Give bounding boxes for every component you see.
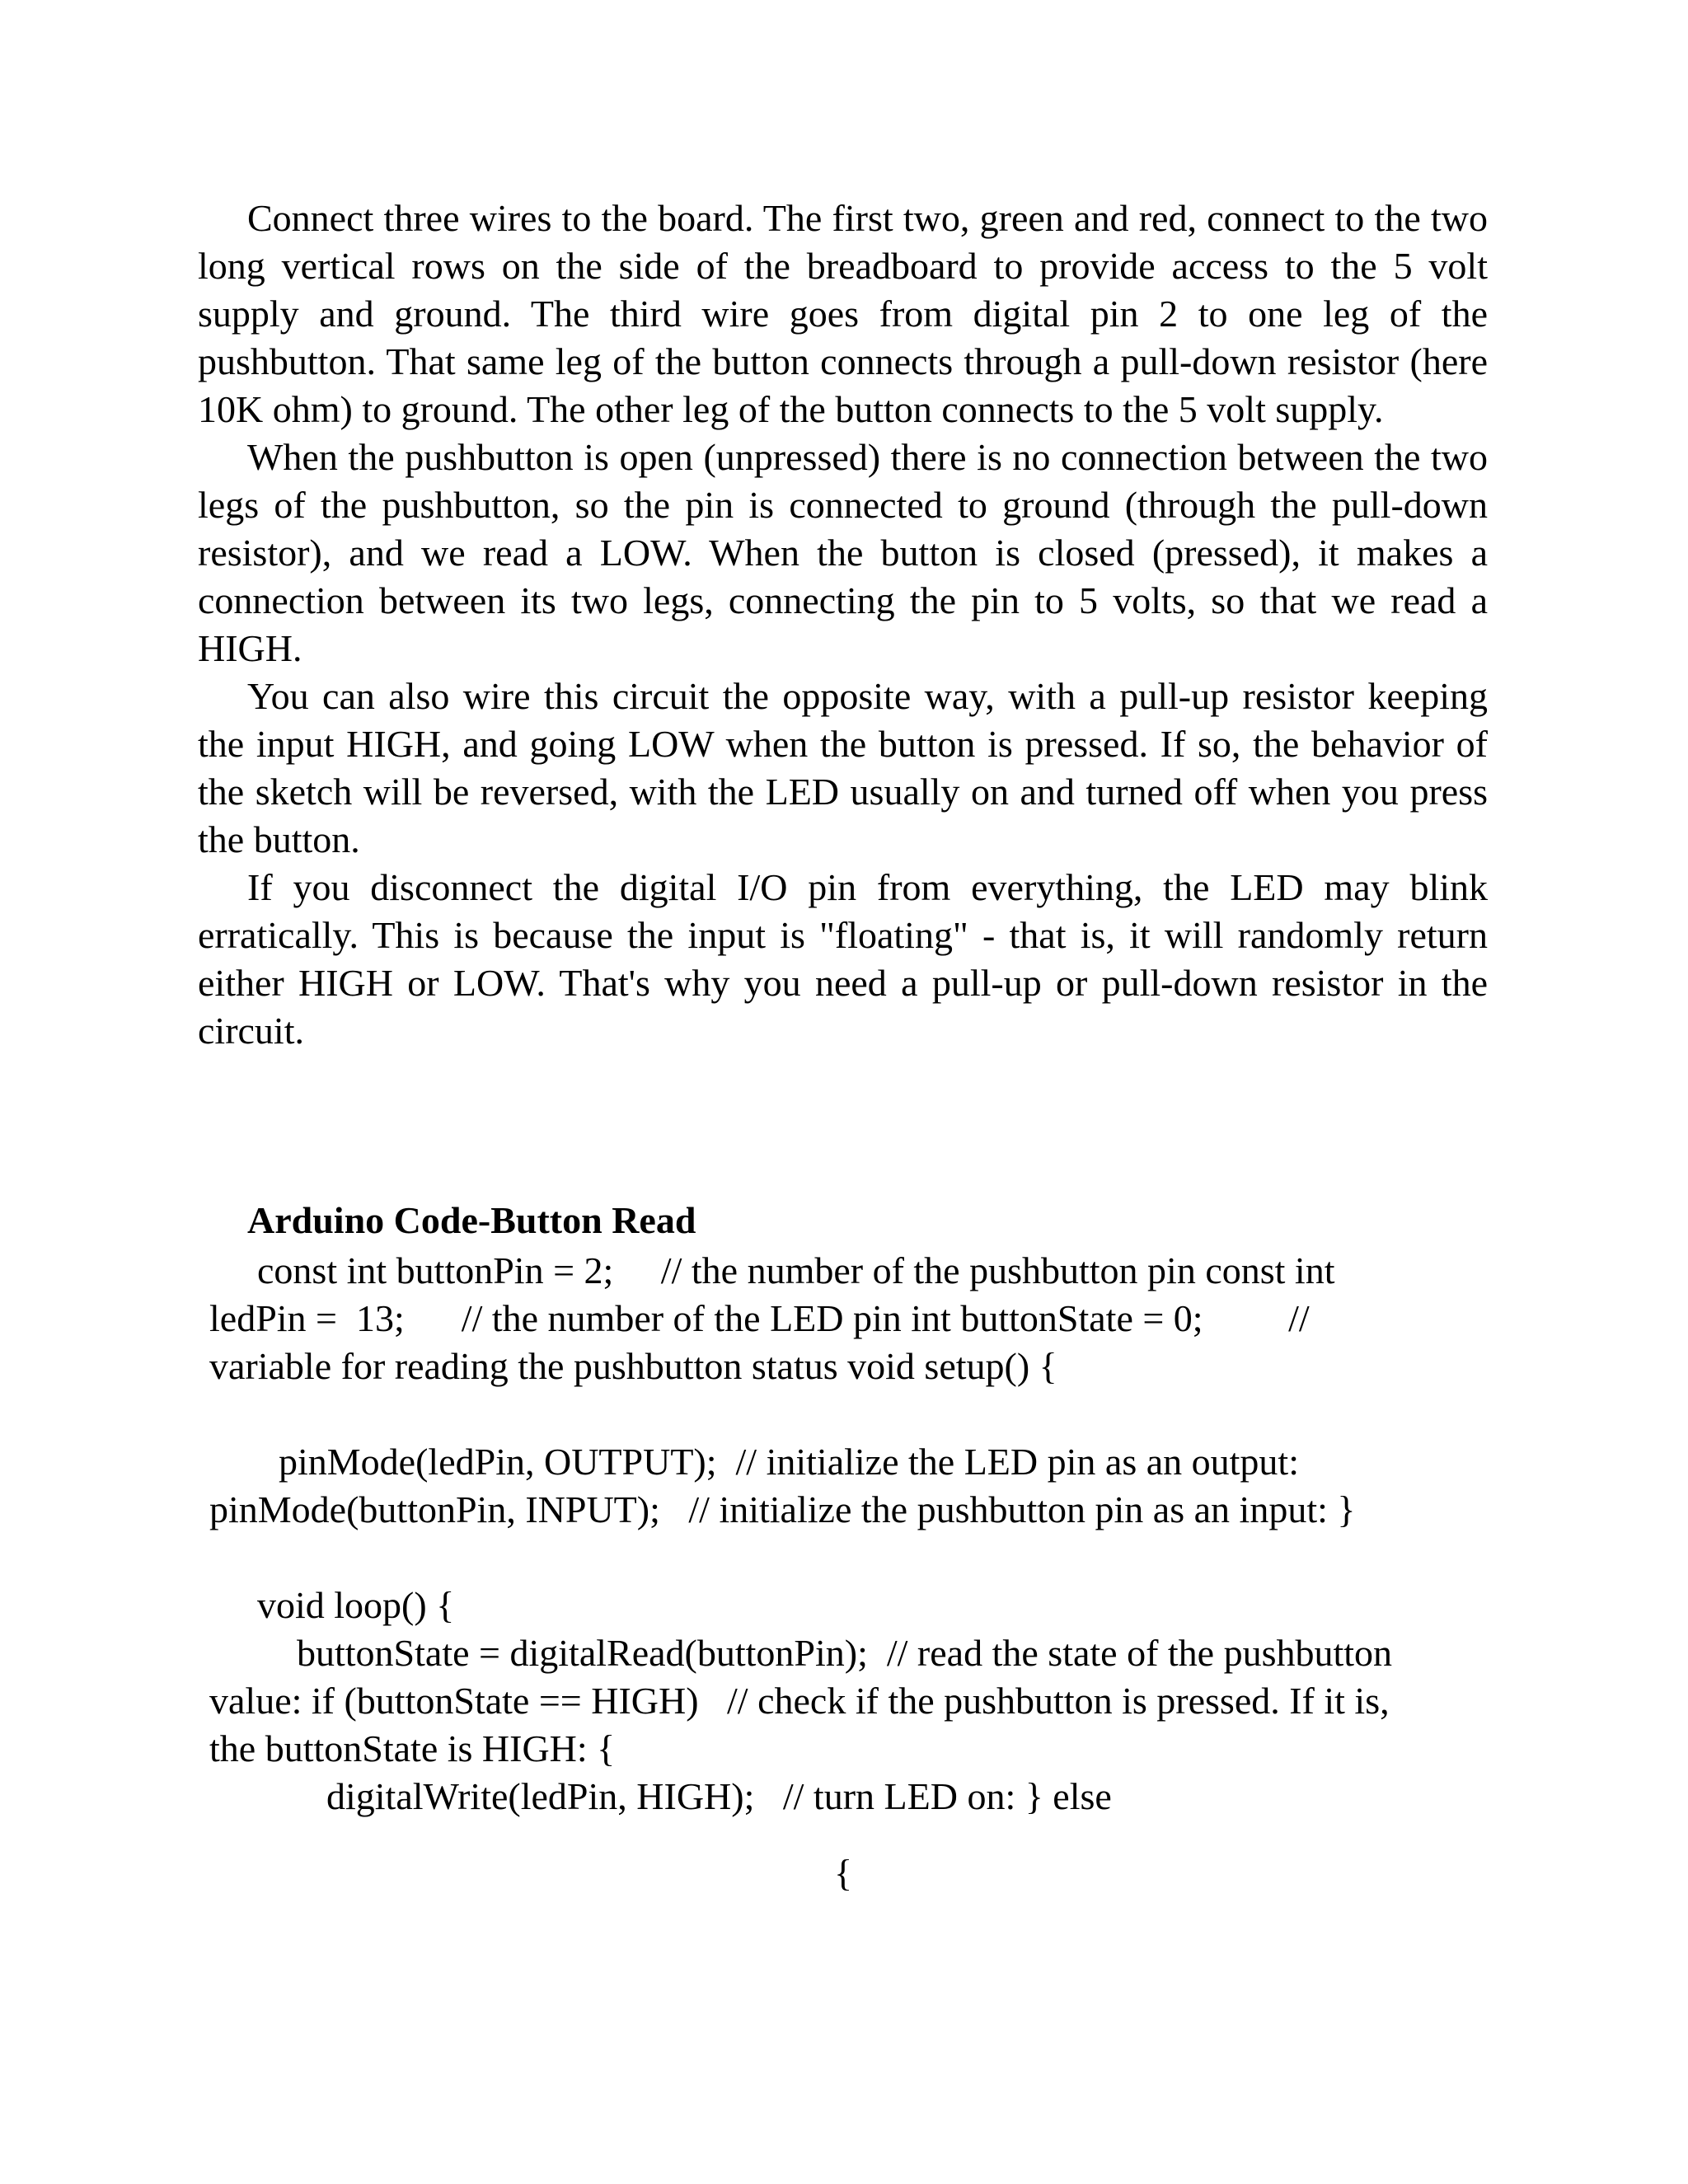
code-line: ledPin = 13; // the number of the LED pin int buttonState = 0; // (209, 1297, 1310, 1339)
code-line: value: if (buttonState == HIGH) // check if the pushbutton is pressed. If it is, (209, 1680, 1390, 1722)
paragraph-wiring: Connect three wires to the board. The first two, green and red, connect to the two long vertical rows on the side of the breadboard to provide access to the 5 volt supply and ground. The third wire goes from digital pin 2 to one leg of the pushbutton. That same leg of the button connects through a pull-down resistor (here 10K ohm) to ground. The other leg of the button connects to the 5 volt supply. (198, 197, 1488, 430)
code-line: void loop() { (257, 1584, 455, 1626)
code-line: const int buttonPin = 2; // the number of the pushbutton pin const int (257, 1249, 1335, 1291)
code-line: pinMode(buttonPin, INPUT); // initialize the pushbutton pin as an input: } (209, 1488, 1356, 1530)
code-line: the buttonState is HIGH: { (209, 1727, 616, 1769)
body-text (198, 194, 1488, 1055)
code-line: pinMode(ledPin, OUTPUT); // initialize the LED pin as an output: (279, 1441, 1299, 1483)
paragraph-pull-up: You can also wire this circuit the opposite way, with a pull-up resistor keeping the input HIGH, and going LOW when the button is pressed. If so, the behavior of the sketch will be reversed, with the LED usually on and turned off when you press the button. (198, 675, 1488, 860)
code-line: variable for reading the pushbutton status void setup() { (209, 1345, 1057, 1387)
code-heading: Arduino Code-Button Read (247, 1199, 696, 1241)
paragraph-floating: If you disconnect the digital I/O pin from everything, the LED may blink erratically. This is because the input is "floating" - that is, it will randomly return either HIGH or LOW. That's why you need a pull-up or pull-down resistor in the circuit. (198, 866, 1488, 1052)
paragraph-open-closed: When the pushbutton is open (unpressed) there is no connection between the two legs of the pushbutton, so the pin is connected to ground (through the pull-down resistor), and we read a LOW. When the button is closed (pressed), it makes a connection between its two legs, connecting the pin to 5 volts, so that we read a HIGH. (198, 436, 1488, 669)
code-line: digitalWrite(ledPin, HIGH); // turn LED on: } else (326, 1775, 1112, 1817)
code-line: buttonState = digitalRead(buttonPin); // read the state of the pushbutton (297, 1632, 1393, 1674)
code-line: { (834, 1852, 853, 1894)
